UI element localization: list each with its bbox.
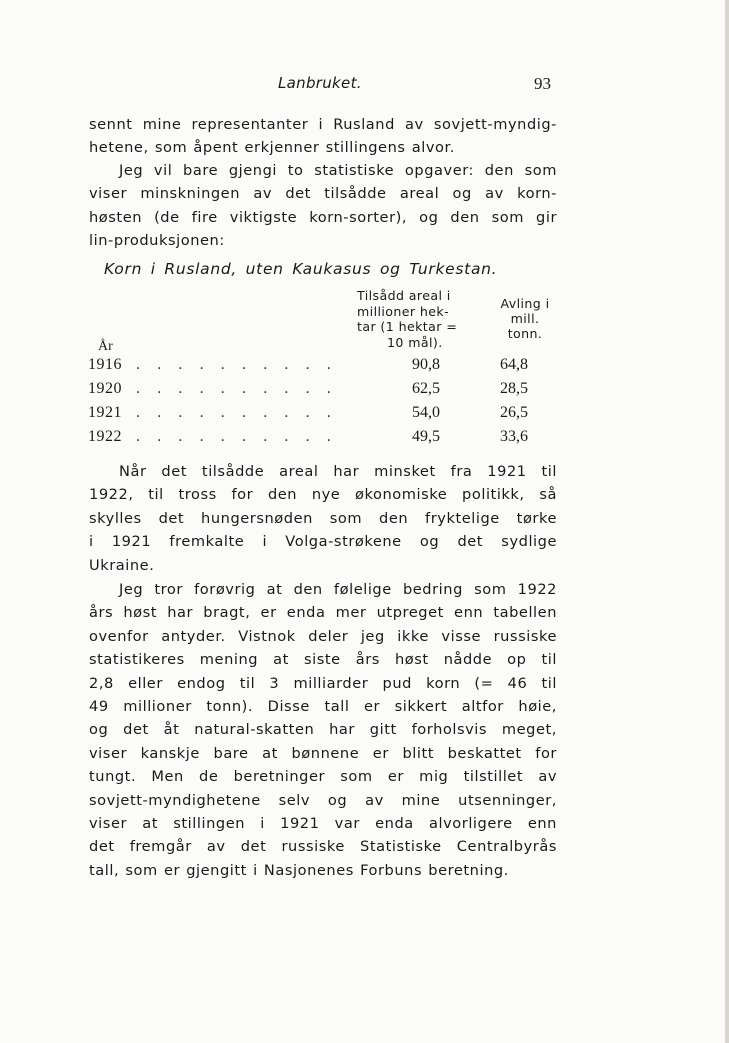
text-line: det fremgår av det russiske Statistiske Centralbyrås (89, 838, 557, 856)
text-line: 49 millioner tonn). Disse tall er sikkert altfor høie, (89, 698, 557, 716)
table-title: Korn i Rusland, uten Kaukasus og Turkestan. (104, 260, 498, 278)
text-line: ovenfor antyder. Vistnok deler jeg ikke visse russiske (89, 627, 557, 645)
text-line: Når det tilsådde areal har minsket fra 1921 til (119, 463, 557, 480)
column-header-line: Tilsådd areal i (357, 288, 451, 303)
area-cell: 62,5 (412, 380, 440, 397)
running-title: Lanbruket. (278, 74, 362, 92)
area-cell: 49,5 (412, 428, 440, 445)
column-header-line: tonn. (507, 326, 543, 341)
text-line: Ukraine. (89, 556, 155, 574)
dot-leader: . . . . . . . . . . (136, 404, 338, 421)
column-header-line: mill. (510, 311, 540, 326)
text-line: 2,8 eller endog til 3 milliarder pud korn (= 46 til (89, 674, 557, 692)
year-cell: 1920 (88, 380, 122, 397)
text-line: lin-produksjonen: (89, 232, 225, 250)
year-cell: 1921 (88, 404, 122, 421)
area-decline-paragraph (89, 460, 557, 577)
table-row (88, 356, 548, 380)
text-line: viser kanskje bare at bønnene er blitt beskattet for (89, 744, 557, 762)
text-line: Jeg tror forøvrig at den følelige bedring som 1922 (119, 581, 557, 598)
grain-table (88, 356, 548, 452)
column-header-line: tar (1 hektar = (357, 319, 458, 334)
yield-cell: 26,5 (500, 404, 528, 421)
column-header-area (357, 288, 479, 350)
area-cell: 54,0 (412, 404, 440, 421)
text-line: hetene, som åpent erkjenner stillingens alvor. (89, 139, 455, 157)
text-line: Jeg vil bare gjengi to statistiske opgaver: den som (119, 162, 557, 179)
column-header-line: millioner hek- (357, 303, 450, 319)
intro-paragraph (89, 113, 557, 160)
text-line: sennt mine representanter i Rusland av sovjett-myndig- (89, 116, 557, 133)
area-cell: 90,8 (412, 356, 440, 373)
table-row (88, 380, 548, 404)
year-cell: 1922 (88, 428, 122, 445)
table-row (88, 428, 548, 452)
year-cell: 1916 (88, 356, 122, 373)
page-edge (725, 0, 729, 1043)
text-line: viser at stillingen i 1921 var enda alvorligere enn (89, 815, 557, 833)
column-header-year: År (98, 339, 113, 354)
yield-cell: 64,8 (500, 356, 528, 373)
dot-leader: . . . . . . . . . . (136, 428, 338, 445)
text-line: 1922, til tross for den nye økonomiske politikk, så (89, 486, 557, 504)
text-line: års høst har bragt, er enda mer utpreget enn tabellen (89, 604, 557, 622)
text-line: statistikeres mening at siste års høst nådde op til (89, 651, 557, 669)
yield-cell: 33,6 (500, 428, 528, 445)
harvest-paragraph (89, 578, 557, 882)
text-line: tall, som er gjengitt i Nasjonenes Forbuns beretning. (89, 861, 509, 879)
text-line: og det åt natural-skatten har gitt forholsvis meget, (89, 721, 557, 739)
statistics-intro-paragraph (89, 159, 557, 253)
text-line: viser minskningen av det tilsådde areal og av korn- (89, 185, 557, 203)
table-row (88, 404, 548, 428)
dot-leader: . . . . . . . . . . (136, 356, 338, 373)
page-header (0, 74, 729, 96)
text-line: tungt. Men de beretninger som er mig tilstillet av (89, 768, 557, 786)
yield-cell: 28,5 (500, 380, 528, 397)
page-number: 93 (534, 74, 551, 93)
text-line: høsten (de fire viktigste korn-sorter), og den som gir (89, 208, 557, 226)
text-line: i 1921 fremkalte i Volga-strøkene og det sydlige (89, 533, 557, 551)
text-line: skylles det hungersnøden som den fryktelige tørke (89, 509, 557, 527)
column-header-line: 10 mål). (387, 334, 443, 350)
column-header-yield (485, 296, 565, 341)
column-header-line: Avling i (500, 296, 550, 311)
dot-leader: . . . . . . . . . . (136, 380, 338, 397)
text-line: sovjett-myndighetene selv og av mine utsenninger, (89, 791, 557, 809)
